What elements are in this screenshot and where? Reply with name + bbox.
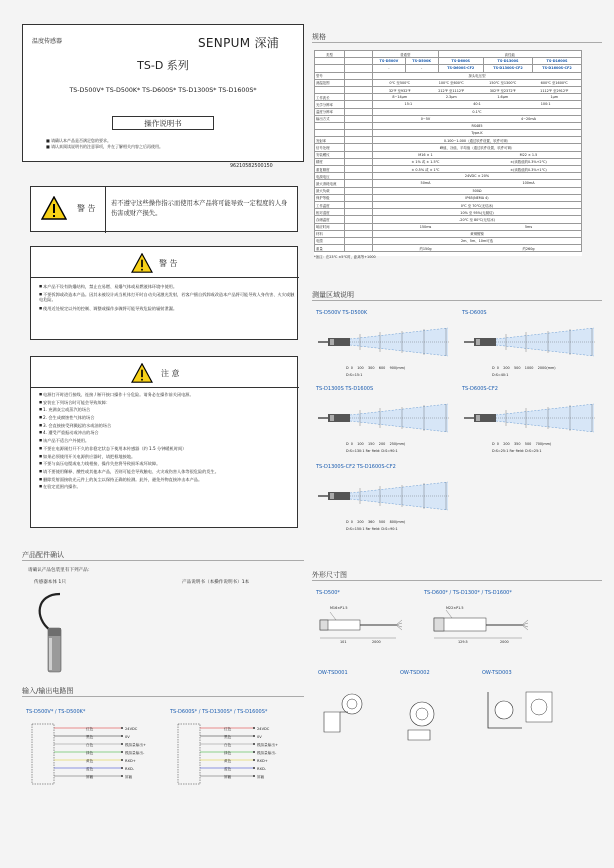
warning-label-1: 警 告: [77, 204, 96, 213]
spec-cell: -: [373, 65, 406, 72]
spec-cell: [373, 151, 582, 158]
spec-cell: 光学分辨率: [315, 101, 345, 108]
spec-cell: 工作温度: [315, 201, 345, 208]
spec-row: [315, 72, 582, 79]
accessory-item-sensor: 传感器本体 1只: [34, 580, 66, 585]
caution-item: ■ 2. 会生成腐蚀性气体的场合: [39, 415, 295, 420]
wiring-title: 输入/输出电路图: [22, 687, 74, 695]
warning-divider: [105, 187, 106, 233]
caution-item: ■ 不要与高压电缆或电力线相接，操作失控将导致损坏或坏故障。: [39, 461, 295, 466]
bracket-drawing-3: [482, 682, 558, 746]
spec-cell: [373, 130, 582, 137]
spec-value: 500Ω: [472, 188, 482, 193]
spec-cell: TS-D1300S: [483, 58, 532, 65]
warning-item: ■ 本产品不设有防爆结构，禁止在易燃、易爆气体或易燃液体环境中使用。: [39, 284, 295, 289]
spec-row: [315, 79, 582, 86]
category-label: 温度传感器: [32, 38, 63, 45]
spec-cell: [373, 173, 582, 180]
wiring-model-right: TS-D600S* / TS-D1300S* / TS-D1600S*: [170, 709, 268, 715]
spec-cell: [315, 65, 345, 72]
measure-ratio: D:S=150:1 Far field: D:S=90:1: [346, 527, 398, 531]
wire-color-labels-right: 红色 黑色 白色 绿色 黄色 蓝色 屏蔽: [224, 727, 232, 779]
measure-scale: D 0 200 360 500 800(mm): [346, 520, 406, 524]
cover-note: ■ 请认真阅读说明书的注意事项，并在了解相关内容之后再使用。: [46, 144, 164, 149]
accessories-intro: 请确认产品包装里有下列产品：: [28, 568, 93, 573]
dimensions-rule: [312, 580, 602, 581]
dim-model-right: TS-D600* / TS-D1300* / TS-D1600*: [424, 590, 512, 596]
spec-model-row: [315, 58, 582, 65]
spec-cell: [345, 65, 373, 72]
spec-footnote: *备注：在23℃ ±5℃时，距离等+1000: [314, 255, 376, 260]
spec-cell: [345, 144, 373, 151]
spec-cell: 最大负载: [315, 187, 345, 194]
wiring-rule: [22, 696, 304, 697]
spec-cell: TS-D500K: [405, 58, 438, 65]
spec-cell: 测温范围: [315, 79, 345, 86]
measure-scale: D 0 100 300 600 900(mm): [346, 366, 406, 370]
spec-value: 约150g: [419, 246, 432, 251]
manual-title: 操作说明书: [144, 119, 182, 128]
caution-item: ■ 该产品不适合户外使用。: [39, 438, 295, 443]
measure-ratio: D:S=130:1 Far field: D:S=90:1: [346, 449, 398, 453]
spec-cell: [345, 130, 373, 137]
spec-cell: 普通型: [373, 51, 439, 58]
spec-value: 0℃ 至 70℃(无结冰): [460, 203, 494, 208]
spec-cell: 响应时间: [315, 223, 345, 230]
caution-item: ■ 请不要使用稀释、酸性或其他本产品，否则可能会导致触电、火灾或伤害人体等很危险的发生。: [39, 469, 295, 474]
spec-row: [315, 245, 582, 252]
spec-cell: [345, 72, 373, 79]
spec-cell: 材料: [315, 230, 345, 237]
caution-sep: [31, 387, 299, 388]
spec-cell: [373, 201, 582, 208]
spec-cell: 保护等级: [315, 194, 345, 201]
spec-value: 0℃ 至500℃: [389, 81, 411, 86]
accessories-title: 产品配件确认: [22, 551, 64, 559]
spec-cell: 存储温度: [315, 216, 345, 223]
measure-scale: D 0 100 150 200 250(mm): [346, 442, 406, 446]
measure-area: [312, 306, 602, 556]
spec-cell: [373, 86, 582, 93]
measure-rule: [312, 300, 602, 301]
spec-value: 5ms: [524, 224, 533, 229]
spec-cell: [373, 216, 582, 223]
spec-value: 150℃ 至1300℃: [489, 81, 517, 86]
spec-value: 1.6μm: [497, 95, 509, 100]
spec-cell: [373, 115, 582, 122]
spec-row: [315, 115, 582, 122]
sensor-product-image: [30, 588, 90, 678]
wiring-diagram-right: [176, 722, 296, 788]
spec-value: 1μm: [550, 95, 559, 100]
spec-cell: 型号: [315, 72, 345, 79]
spec-cell: [315, 130, 345, 137]
spec-cell: 类型: [315, 51, 345, 58]
warning-triangle-icon: [131, 253, 153, 273]
spec-cell: 电源电压: [315, 173, 345, 180]
spec-cell: [345, 137, 373, 144]
spec-cell: [345, 108, 373, 115]
spec-cell: [345, 122, 373, 129]
measure-ratio: D:S=25:1 Far field: D:S=25:1: [492, 449, 542, 453]
spec-value: Type-K: [471, 131, 483, 136]
manual-title-box: [112, 116, 214, 130]
spec-row: [315, 187, 582, 194]
spec-row: [315, 122, 582, 129]
spec-cell: [373, 194, 582, 201]
measure-beam-diagram: [462, 320, 598, 364]
spec-value: M22 × 1.5: [519, 152, 538, 157]
spec-cell: [373, 237, 582, 244]
spec-cell: [373, 166, 582, 173]
spec-value: 探头电压型: [468, 74, 486, 79]
spec-row: [315, 209, 582, 216]
cover-note: ■ 请确认本产品是否满足您的要求。: [46, 138, 112, 143]
spec-cell: 重量: [315, 245, 345, 252]
bracket-drawing-1: [318, 682, 378, 742]
measure-diagram: [316, 386, 452, 458]
warning-label-2: 警 告: [159, 259, 178, 268]
spec-cell: 重复精度: [315, 166, 345, 173]
spec-value: 100:1: [540, 102, 551, 107]
spec-cell: [345, 187, 373, 194]
spec-cell: [345, 237, 373, 244]
spec-value: 4~20mA: [521, 116, 536, 121]
spec-cell: [345, 173, 373, 180]
caution-box: [30, 356, 298, 528]
caution-item: ■ 不要在电源刚打开不久的非稳定状态下使用本传感器（约 1.5 分钟暖机时间）: [39, 446, 295, 451]
spec-cell: TS-D600S-CF2: [438, 65, 483, 72]
dim-length-right: 129.5: [458, 640, 468, 644]
spec-cell: [345, 223, 373, 230]
spec-value: 约260g: [522, 246, 535, 251]
spec-value: 8~14μm: [392, 95, 408, 100]
measure-scale: D 0 200 350 500 700(mm): [492, 442, 552, 446]
spec-value: -20℃ 至 80℃(无结冰): [459, 217, 495, 222]
measure-diagram: [462, 310, 598, 382]
spec-cell: TS-D600S: [438, 58, 483, 65]
wiring-diagram-left: [30, 722, 150, 788]
bracket-label-1: OW-TSD001: [318, 670, 348, 676]
warning-text-1: 若不遵守这些操作指示而使用本产品将可能导致一定程度的人身伤害或财产损失。: [111, 200, 288, 217]
dim-length-left: 101: [340, 640, 347, 644]
spec-value: ± 1% 或 ± 1.5℃: [411, 160, 440, 165]
spec-cell: [315, 86, 345, 93]
measure-beam-diagram: [316, 320, 452, 364]
spec-row: [315, 151, 582, 158]
cover-notes: [46, 138, 163, 150]
warning-triangle-icon: [131, 363, 153, 383]
spec-cell: [373, 230, 582, 237]
spec-value: 0~5V: [420, 116, 431, 121]
spec-cell: 安装螺纹: [315, 151, 345, 158]
spec-cell: [373, 144, 582, 151]
spec-value: 10% 至 95%(无凝结): [460, 210, 494, 215]
spec-cell: [345, 158, 373, 165]
dim-model-left: TS-D500*: [316, 590, 340, 596]
spec-cell: [345, 51, 373, 58]
wiring-lines-right: [176, 722, 296, 788]
caution-item: ■ 安装在下列场合时可能会导致故障：: [39, 400, 295, 405]
dim-cable-left: 2000: [372, 640, 381, 644]
spec-cell: [345, 101, 373, 108]
spec-cell: [345, 216, 373, 223]
signal-labels-left: 24VDC 0V 模拟量输出+ 模拟量输出- RXD+ RXD- 屏蔽: [125, 727, 146, 779]
spec-value: 32℉ 至932℉: [388, 88, 411, 93]
spec-cell: [373, 108, 582, 115]
spec-cell: [373, 137, 582, 144]
spec-cell: [345, 180, 373, 187]
spec-value: 40:1: [473, 102, 481, 107]
spec-row: [315, 86, 582, 93]
caution-item: ■ 电源打开时进行接线、连接 / 断开接口操作十分危险。请务必在操作前关闭电源。: [39, 392, 295, 397]
spec-cell: [373, 209, 582, 216]
caution-item: ■ 如果必须使用开关电源供应器时，请把框地接地。: [39, 454, 295, 459]
measure-model-label: TS-D1300S-CF2 TS-D1600S-CF2: [316, 464, 396, 470]
accessory-item-manual: 产品说明书（本操作说明书）1本: [182, 580, 250, 585]
cover-panel: [22, 24, 304, 162]
doc-number: 96210582500150: [230, 164, 273, 169]
spec-header-row: [315, 51, 582, 58]
spec-value: IP65(NEMA 4): [465, 195, 489, 200]
spec-cell: [345, 166, 373, 173]
spec-title: 规格: [312, 33, 326, 41]
spec-value: 600℃ 至1600℃: [540, 81, 568, 86]
spec-row: [315, 144, 582, 151]
spec-value: 15:1: [404, 102, 413, 107]
spec-cell: TS-D1300S-CF2: [483, 65, 532, 72]
spec-value: 峰值、谷值、平均值（通过软件设置，软件可调）: [439, 146, 515, 151]
spec-value: RS485: [471, 123, 483, 128]
series-title: TS-D 系列: [137, 59, 189, 72]
measure-beam-diagram: [462, 396, 598, 440]
wire-color-labels-left: 红色 黑色 白色 绿色 黄色 蓝色 屏蔽: [86, 727, 94, 779]
spec-cell: 精度: [315, 158, 345, 165]
spec-cell: 温度分辨率: [315, 108, 345, 115]
measure-model-label: TS-D600S: [462, 310, 487, 316]
measure-beam-diagram: [316, 474, 452, 518]
dimensions-title: 外形尺寸图: [312, 571, 347, 579]
warning-item: ■ 使用近处规定以外的控制、调整或操作步骤将可能导致危险的辐射泄漏。: [39, 306, 295, 311]
signal-labels-right: 24VDC 0V 模拟量输出+ 模拟量输出- RXD+ RXD- 屏蔽: [257, 727, 278, 779]
spec-cell: [373, 72, 582, 79]
spec-row: [315, 194, 582, 201]
spec-value: 50mA: [420, 181, 431, 186]
measure-ratio: D:S=40:1: [492, 373, 509, 377]
measure-scale: D 0 200 500 1000 2000(mm): [492, 366, 556, 370]
spec-cell: [345, 115, 373, 122]
spec-cell: [345, 94, 373, 101]
warning-sep: [31, 277, 299, 278]
spec-value: 100mA: [522, 181, 535, 186]
spec-cell: [373, 94, 582, 101]
spec-cell: [345, 151, 373, 158]
measure-title: 测量区域说明: [312, 291, 354, 299]
spec-rule: [312, 42, 602, 43]
spec-row: [315, 230, 582, 237]
spec-cell: [345, 230, 373, 237]
spec-row: [315, 223, 582, 230]
warning-triangle-icon: [41, 196, 67, 220]
dim-thread-right: M22×P1.5: [446, 606, 464, 610]
spec-table-wrap: [314, 50, 582, 260]
spec-row: [315, 216, 582, 223]
wiring-model-left: TS-D500V* / TS-D500K*: [26, 709, 86, 715]
spec-value: 100℃ 至600℃: [438, 81, 464, 86]
spec-value: 0.100~1.000（通过软件设置，软件可调）: [443, 138, 511, 143]
measure-beam-diagram: [316, 396, 452, 440]
spec-value: ± 0.5% 或 ± 1℃: [411, 167, 440, 172]
dim-cable-right: 2000: [500, 640, 509, 644]
spec-value: 黄铜镀镍: [470, 232, 484, 237]
dim-thread-left: M16×P1.5: [330, 606, 348, 610]
spec-value: 1112℉ 至2912℉: [540, 88, 569, 93]
spec-table: [314, 50, 582, 252]
spec-value: 212℉ 至1112℉: [438, 88, 465, 93]
measure-model-label: TS-D1300S TS-D1600S: [316, 386, 374, 392]
spec-cell: 信号处理: [315, 144, 345, 151]
spec-value: 150ms: [419, 224, 432, 229]
spec-row: [315, 180, 582, 187]
measure-diagram: [316, 310, 452, 382]
bracket-label-2: OW-TSD002: [400, 670, 430, 676]
caution-item: ■ 3. 会直接接受到溅起的水或油的场合: [39, 423, 295, 428]
spec-cell: [373, 245, 582, 252]
spec-cell: [373, 187, 582, 194]
spec-cell: [345, 79, 373, 86]
spec-cell: 工作波长: [315, 94, 345, 101]
spec-value: 24VDC ± 20%: [464, 174, 490, 179]
bracket-drawing-2: [400, 690, 460, 746]
spec-cell: [345, 194, 373, 201]
spec-row: [315, 94, 582, 101]
spec-cell: [345, 201, 373, 208]
spec-cell: [373, 79, 582, 86]
bracket-label-3: OW-TSD003: [482, 670, 512, 676]
spec-cell: -: [405, 65, 438, 72]
spec-value: 2.3μm: [445, 95, 457, 100]
spec-cell: TS-D500V: [373, 58, 406, 65]
spec-value: M16 × 1: [418, 152, 433, 157]
spec-cell: [345, 86, 373, 93]
warning-box-2: [30, 246, 298, 340]
spec-cell: [345, 209, 373, 216]
measure-ratio: D:S=15:1: [346, 373, 363, 377]
spec-cell: [315, 58, 345, 65]
model-list: TS-D500V* TS-D500K* TS-D600S* TS-D1300S* TS-D1600S*: [69, 87, 257, 94]
brand-logo: SENPUM 深浦: [198, 36, 280, 50]
spec-row: [315, 101, 582, 108]
caution-label: 注 意: [161, 369, 180, 378]
caution-item: ■ 1. 充满灰尘或蒸汽的场合: [39, 407, 295, 412]
spec-value: 0.1℃: [472, 109, 482, 114]
spec-cell: [373, 223, 582, 230]
spec-cell: [373, 101, 582, 108]
spec-cell: 最大消耗电流: [315, 180, 345, 187]
spec-cell: [345, 58, 373, 65]
caution-item: ■ 4. 遭受严重振动或冲击的场合: [39, 430, 295, 435]
spec-cell: [345, 245, 373, 252]
warning-list-2: [39, 284, 295, 314]
spec-value: 302℉ 至2372℉: [489, 88, 516, 93]
warning-item: ■ 不要拆卸或改造本产品。因其未被设计成当机体打开时自动关闭激光发射，若客户擅自拆卸或改造本产品将可能导致人身伤害、火灾或触电危险。: [39, 292, 295, 302]
measure-diagram: [316, 464, 452, 536]
spec-row: [315, 173, 582, 180]
measure-model-label: TS-D600S-CF2: [462, 386, 498, 392]
spec-cell: TS-D1600S: [532, 58, 581, 65]
spec-model-row: [315, 65, 582, 72]
warning-box-1: [30, 186, 298, 232]
measure-diagram: [462, 386, 598, 458]
spec-value: ±(读数值的0.3%+1℃): [510, 167, 547, 172]
spec-cell: 高性能: [438, 51, 581, 58]
spec-cell: 相对湿度: [315, 209, 345, 216]
accessories-rule: [22, 560, 304, 561]
caution-item: ■ 在验定范围内操作。: [39, 484, 295, 489]
spec-row: [315, 158, 582, 165]
measure-model-label: TS-D500V TS-D500K: [316, 310, 368, 316]
spec-cell: [373, 122, 582, 129]
spec-row: [315, 166, 582, 173]
spec-row: [315, 137, 582, 144]
spec-cell: 电缆: [315, 237, 345, 244]
spec-value: 2m、5m、10m可选: [460, 239, 494, 244]
spec-cell: [315, 122, 345, 129]
spec-cell: TS-D1600S-CF2: [532, 65, 581, 72]
spec-row: [315, 130, 582, 137]
spec-value: ±(读数值的0.3%+2℃): [510, 160, 547, 165]
spec-cell: [373, 180, 582, 187]
spec-row: [315, 237, 582, 244]
spec-row: [315, 201, 582, 208]
spec-cell: [373, 158, 582, 165]
spec-cell: 发射率: [315, 137, 345, 144]
caution-item: ■ 删除发射面接收光元件上的灰尘以保持正确的检测。此外，避免外物直接冲击本产品。: [39, 477, 295, 482]
spec-row: [315, 108, 582, 115]
spec-cell: 输出方式: [315, 115, 345, 122]
caution-list: [39, 392, 295, 492]
spec-body: [315, 72, 582, 252]
